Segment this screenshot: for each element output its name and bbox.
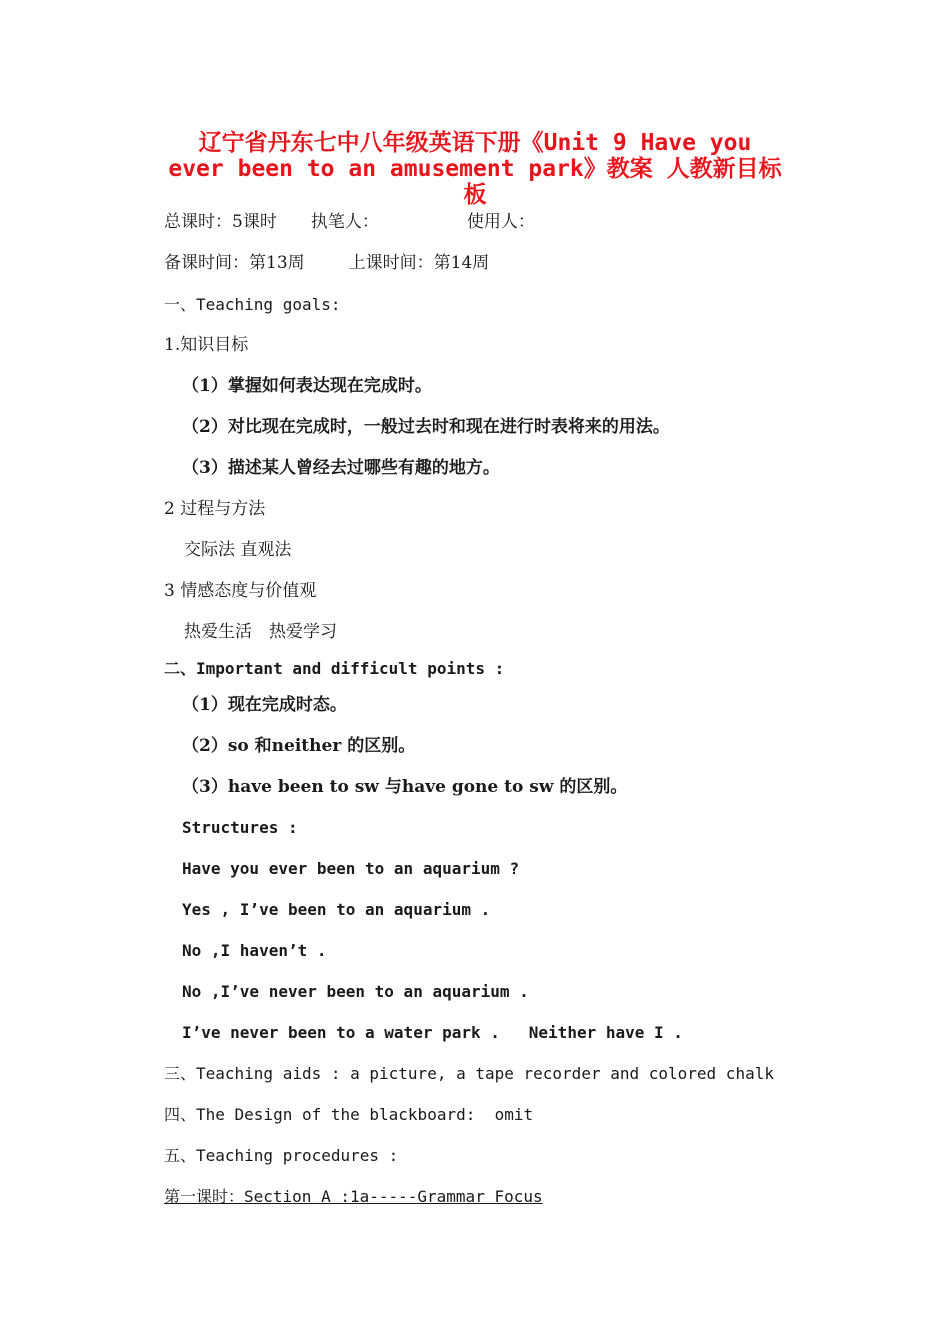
goal-item-1: （1）掌握如何表达现在完成时。 — [182, 376, 432, 396]
attitude-text: 热爱生活 热爱学习 — [184, 622, 337, 642]
point-item-2: （2）so 和neither 的区别。 — [182, 736, 416, 756]
prep-time: 备课时间：第13周 — [164, 253, 305, 273]
structure-line-3: No ,I haven’t . — [182, 941, 327, 960]
structure-line-2: Yes , I’ve been to an aquarium . — [182, 900, 491, 919]
document-title — [150, 130, 800, 208]
structures-label: Structures : — [182, 818, 298, 837]
meta-row-1 — [164, 211, 535, 233]
section-3-aids: 三、Teaching aids : a picture, a tape recorder and colored chalk — [164, 1064, 774, 1083]
meta-row-2 — [164, 252, 489, 274]
class-time: 上课时间：第14周 — [348, 253, 490, 273]
structure-line-5: I’ve never been to a water park . Neither have I . — [182, 1023, 683, 1042]
section-1-heading: 一、Teaching goals: — [164, 295, 341, 314]
user-field: 使用人： — [466, 212, 535, 232]
author-field: 执笔人： — [310, 212, 379, 232]
section-5-procedures: 五、Teaching procedures : — [164, 1146, 399, 1165]
total-hours: 总课时：5课时 — [164, 212, 277, 232]
point-item-1: （1）现在完成时态。 — [182, 695, 347, 715]
section-1-sub-2: 2 过程与方法 — [164, 499, 266, 519]
section-2-heading: 二、Important and difficult points : — [164, 659, 505, 678]
section-1-sub-1: 1.知识目标 — [164, 335, 249, 355]
method-text: 交际法 直观法 — [184, 540, 292, 560]
section-4-blackboard: 四、The Design of the blackboard: omit — [164, 1105, 534, 1124]
title-line-1: 辽宁省丹东七中八年级英语下册《Unit 9 Have you — [198, 130, 752, 156]
section-1-sub-3: 3 情感态度与价值观 — [164, 581, 317, 601]
goal-item-2: （2）对比现在完成时，一般过去时和现在进行时表将来的用法。 — [182, 417, 670, 437]
title-line-3: 板 — [463, 182, 487, 208]
structure-line-4: No ,I’ve never been to an aquarium . — [182, 982, 529, 1001]
structure-line-1: Have you ever been to an aquarium ? — [182, 859, 520, 878]
goal-item-3: （3）描述某人曾经去过哪些有趣的地方。 — [182, 458, 500, 478]
point-item-3: （3）have been to sw 与have gone to sw 的区别。 — [182, 777, 628, 797]
title-line-2: ever been to an amusement park》教案 人教新目标 — [168, 156, 782, 182]
lesson-1-heading: 第一课时：Section A :1a-----Grammar Focus — [164, 1187, 543, 1206]
